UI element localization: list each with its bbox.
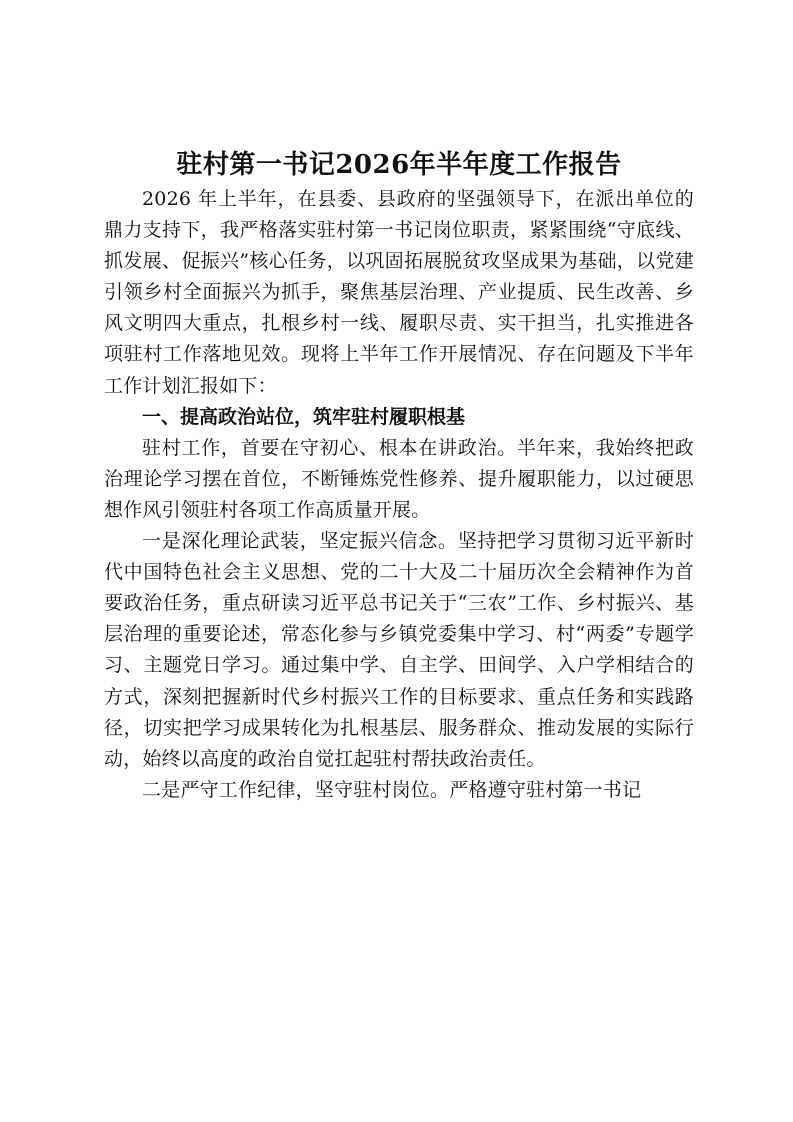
section-heading: 一、提高政治站位，筑牢驻村履职根基: [142, 405, 466, 428]
document-body: [104, 146, 694, 806]
section-lead-paragraph: 驻村工作，首要在守初心、根本在讲政治。半年来，我始终把政治理论学习摆在首位，不断锤炼党性修养、提升履职能力，以过硬思想作风引领驻村各项工作高质量开展。: [104, 436, 694, 521]
intro-paragraph: 2026 年上半年，在县委、县政府的坚强领导下，在派出单位的鼎力支持下，我严格落实驻村第一书记岗位职责，紧紧围绕“守底线、抓发展、促振兴”核心任务，以巩固拓展脱贫攻坚成果为基础，以党建引领乡村全面振兴为抓手，聚焦基层治理、产业提质、民生改善、乡风文明四大重点，扎根乡村一线、履职尽责、实干担当，扎实推进各项驻村工作落地见效。现将上半年工作开展情况、存在问题及下半年工作计划汇报如下：: [104, 188, 694, 397]
item-two-paragraph: 二是严守工作纪律，坚守驻村岗位。严格遵守驻村第一书记: [142, 778, 642, 801]
document-title: 驻村第一书记2026年半年度工作报告: [176, 150, 622, 180]
item-one-paragraph: 一是深化理论武装，坚定振兴信念。坚持把学习贯彻习近平新时代中国特色社会主义思想、党的二十大及二十届历次全会精神作为首要政治任务，重点研读习近平总书记关于“三农”工作、乡村振兴、基层治理的重要论述，常态化参与乡镇党委集中学习、村“两委”专题学习、主题党日学习。通过集中学、自主学、田间学、入户学相结合的方式，深刻把握新时代乡村振兴工作的目标要求、重点任务和实践路径，切实把学习成果转化为扎根基层、服务群众、推动发展的实际行动，始终以高度的政治自觉扛起驻村帮扶政治责任。: [104, 530, 694, 770]
